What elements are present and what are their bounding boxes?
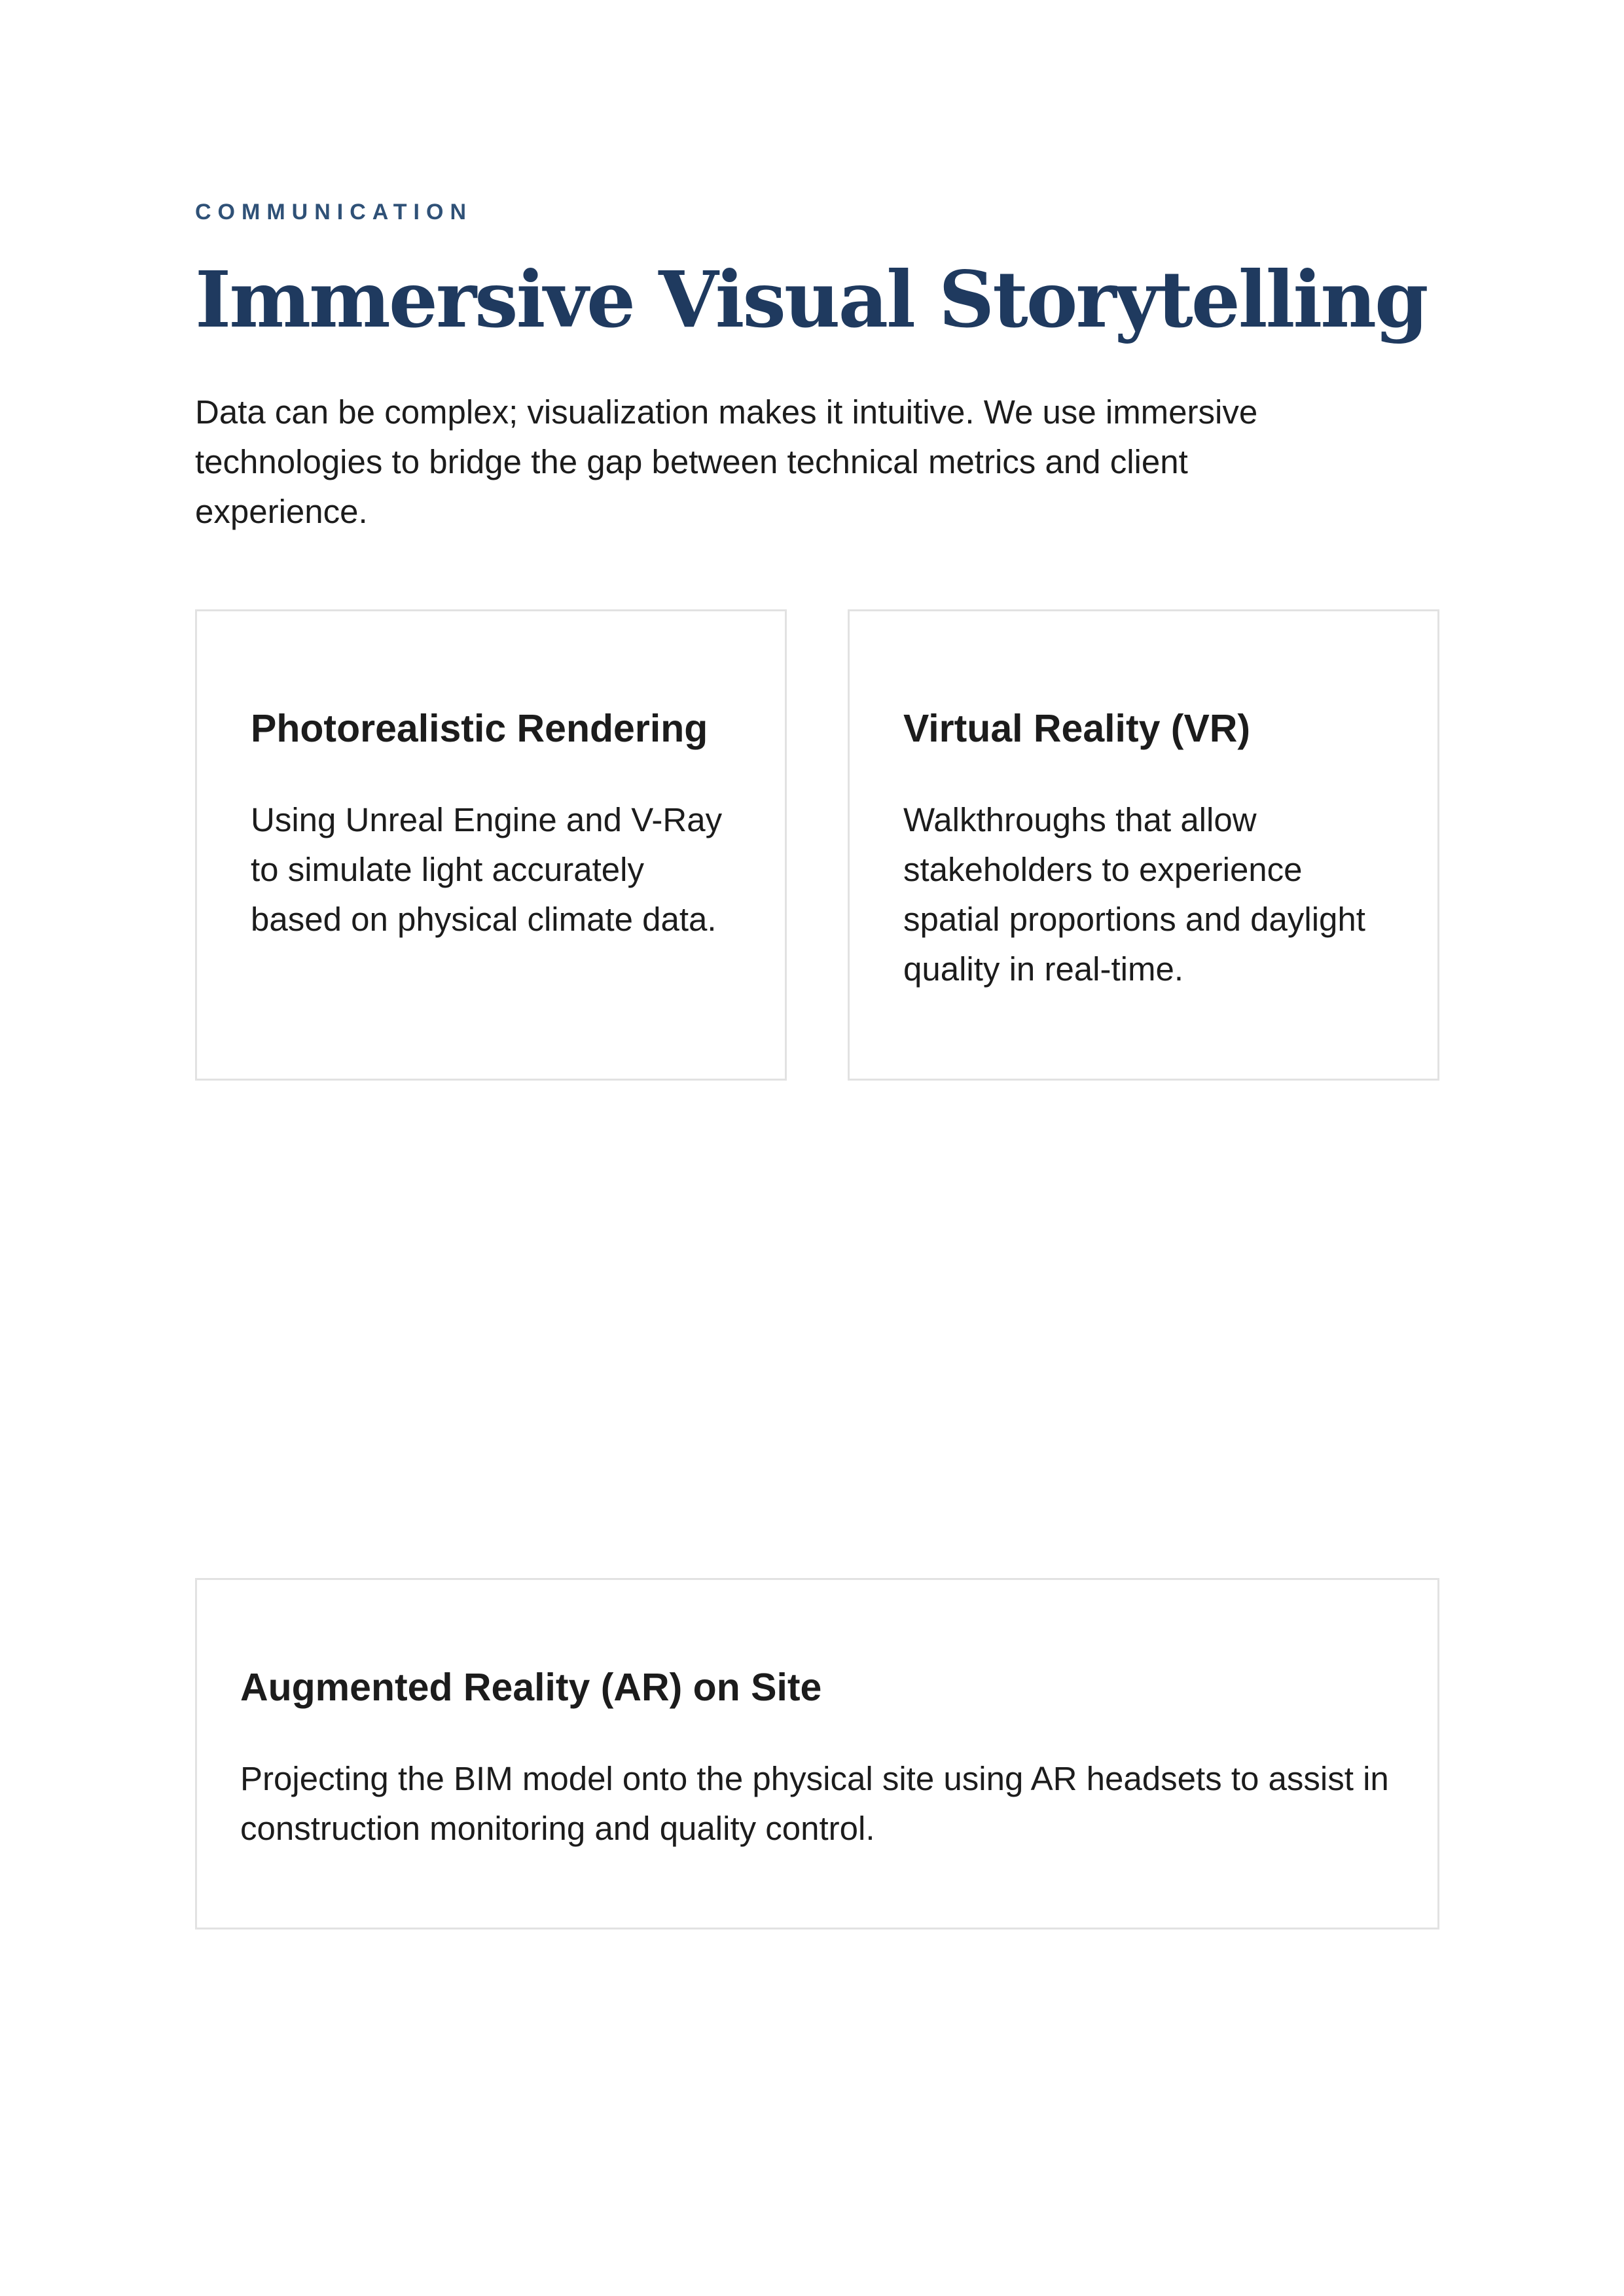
card-body: Projecting the BIM model onto the physical site using AR headsets to assist in construction monitoring and quality control. bbox=[240, 1760, 1389, 1847]
page-content bbox=[195, 196, 1439, 1847]
card-virtual-reality bbox=[848, 609, 1439, 1081]
page-title: Immersive Visual Storytelling bbox=[195, 254, 1427, 345]
lead-paragraph: Data can be complex; visualization makes it intuitive. We use immersive technologies to bridge the gap between technical metrics and client experience. bbox=[195, 393, 1258, 530]
card-body: Walkthroughs that allow stakeholders to experience spatial proportions and daylight quality in real-time. bbox=[903, 801, 1365, 988]
card-photorealistic-rendering bbox=[195, 609, 787, 1081]
card-title: Photorealistic Rendering bbox=[251, 707, 708, 750]
section-eyebrow: COMMUNICATION bbox=[195, 200, 473, 224]
card-title: Virtual Reality (VR) bbox=[903, 707, 1251, 750]
feature-cards bbox=[195, 609, 1439, 1847]
card-body: Using Unreal Engine and V-Ray to simulate light accurately based on physical climate data. bbox=[251, 801, 723, 938]
card-augmented-reality bbox=[195, 1578, 1439, 1929]
card-title: Augmented Reality (AR) on Site bbox=[240, 1666, 822, 1709]
